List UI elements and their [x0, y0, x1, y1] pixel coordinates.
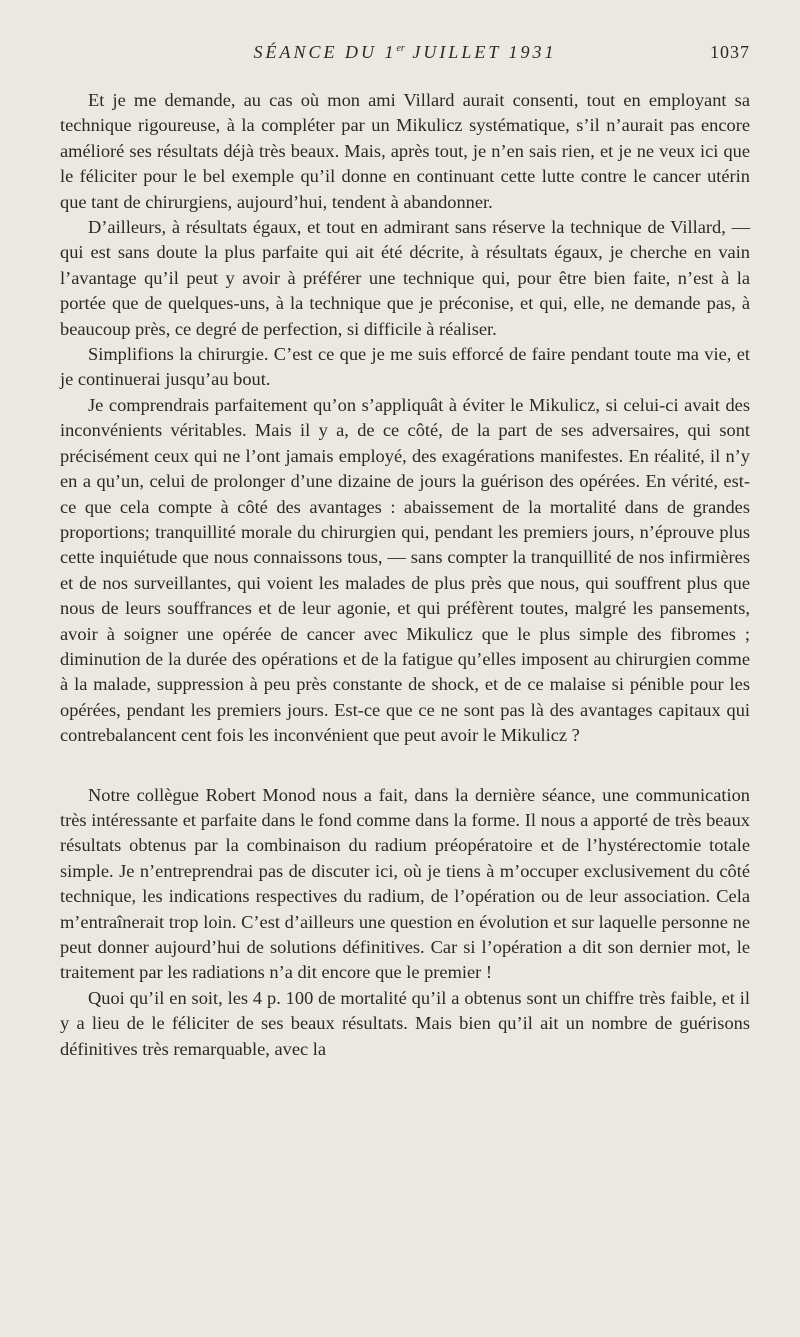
- paragraph: Quoi qu’il en soit, les 4 p. 100 de mortalité qu’il a obtenus sont un chiffre très faible, et il y a lieu de le féliciter de ses beaux résultats. Mais bien qu’il ait un nombre de guérisons définitives très remarquable, avec la: [60, 987, 750, 1059]
- paragraph: Simplifions la chirurgie. C’est ce que je me suis efforcé de faire pendant toute ma vie, et je continuerai jusqu’au bout.: [60, 344, 750, 390]
- page-header: [60, 40, 750, 68]
- paragraph: Je comprendrais parfaitement qu’on s’appliquât à éviter le Mikulicz, si celui-ci avait des inconvénients véritables. Mais il y a, de ce côté, de la part de ses adversaires, qui sont précisément ceux qui ne l’ont jamais employé, des exagérations manifestes. En réalité, il n’y en a qu’un, celui de prolonger d’une dizaine de jours la guérison des opérées. En vérité, est-ce que cela compte à côté des avantages : abaissement de la mortalité dans de grandes proportions; tranquillité morale du chirurgien qui, pendant les premiers jours, n’éprouve plus cette inquiétude que nous connaissons tous, — sans compter la tranquillité de nos infirmières et de nos surveillantes, qui voient les malades de plus près que nous, qui souffrent plus que nous de leurs souffrances et de leur agonie, et qui préfèrent toutes, malgré les pansements, avoir à soigner une opérée de cancer avec Mikulicz que le plus simple des fibromes ; diminution de la durée des opérations et de la fatigue qu’elles imposent au chirurgien comme à la malade, suppression à peu près constante de shock, et de ce malaise si pénible pour les opérées, pendant les premiers jours. Est-ce que ce ne sont pas là des avantages capitaux qui contrebalancent cent fois les inconvénient que peut avoir le Mikulicz ?: [60, 394, 750, 746]
- running-title-prefix: SÉANCE DU 1: [253, 42, 397, 62]
- running-title-superscript: er: [396, 43, 405, 54]
- body-text: [60, 88, 750, 1062]
- page-number: 1037: [710, 42, 750, 62]
- paragraph: Et je me demande, au cas où mon ami Villard aurait consenti, tout en employant sa technique rigoureuse, à la compléter par un Mikulicz systématique, s’il n’aurait pas encore amélioré ses résultats déjà très beaux. Mais, après tout, je n’en sais rien, et je ne veux ici que le féliciter pour le bel exemple qu’il donne en continuant cette lutte contre le cancer utérin que tant de chirurgiens, aujourd’hui, tendent à abandonner.: [60, 90, 750, 212]
- running-title: [60, 42, 750, 63]
- section-gap: [60, 749, 750, 783]
- paragraph: Notre collègue Robert Monod nous a fait, dans la dernière séance, une communication très intéressante et parfaite dans le fond comme dans la forme. Il nous a apporté de très beaux résultats obtenus par la combinaison du radium préopératoire et de l’hystérectomie totale simple. Je n’entreprendrai pas de discuter ici, où je tiens à m’occuper exclusivement du côté technique, les indications respectives du radium, de l’opération ou de leur association. Cela m’entraînerait trop loin. C’est d’ailleurs une question en évolution et sur laquelle personne ne peut donner aujourd’hui de solutions définitives. Car si l’opération a dit son dernier mot, le traitement par les radiations n’a dit encore que le premier !: [60, 784, 750, 983]
- running-title-suffix: JUILLET 1931: [404, 42, 557, 62]
- paragraph: D’ailleurs, à résultats égaux, et tout en admirant sans réserve la technique de Villard, — qui est sans doute la plus parfaite qui ait été décrite, à résultats égaux, je cherche en vain l’avantage qu’il peut y avoir à préférer une technique qui, pour être bien faite, n’est à la portée que de quelques-uns, à la technique que je préconise, et qui, elle, ne demande pas, à beaucoup près, ce degré de perfection, si difficile à réaliser.: [60, 217, 750, 339]
